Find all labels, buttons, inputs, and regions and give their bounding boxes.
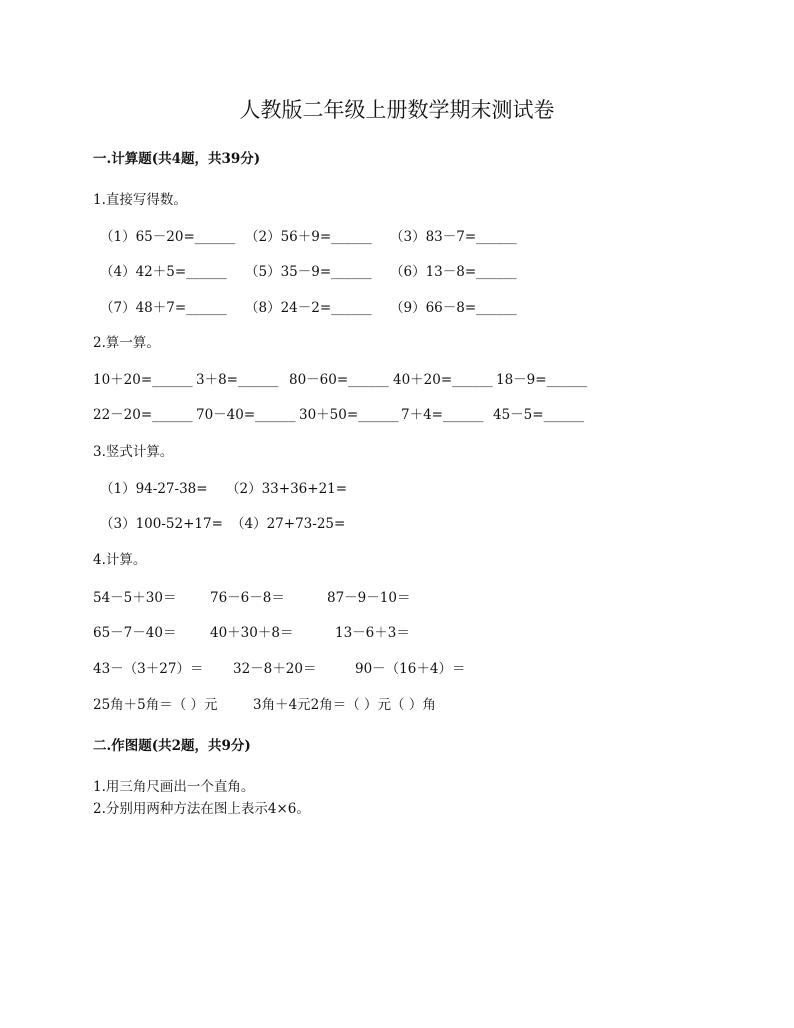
q1-item-6: （6）13－8=______ bbox=[390, 264, 517, 280]
q1-item-4: （4）42＋5=______ bbox=[100, 264, 227, 280]
q4-item-9: 90－（16＋4）＝ bbox=[355, 661, 466, 677]
q1-item-1: （1）65－20=______ bbox=[100, 229, 236, 245]
drawing-question-2: 2.分别用两种方法在图上表示4×6。 bbox=[93, 801, 310, 817]
q4-item-1: 54－5＋30＝ bbox=[93, 590, 177, 606]
q2-item-9: 7＋4=______ bbox=[401, 407, 484, 423]
q4-item-4: 65－7－40＝ bbox=[93, 625, 177, 641]
q4-item-11: 3角＋4元2角＝（ ）元（ ）角 bbox=[253, 697, 436, 713]
q3-item-2: （2）33+36+21= bbox=[226, 481, 348, 497]
q3-item-4: （4）27+73-25= bbox=[231, 516, 346, 532]
q1-item-7: （7）48＋7=______ bbox=[100, 300, 227, 316]
q2-item-3: 80－60=______ bbox=[289, 372, 389, 388]
q2-item-8: 30＋50=______ bbox=[299, 407, 399, 423]
q3-item-1: （1）94-27-38= bbox=[100, 481, 208, 497]
q2-item-4: 40＋20=______ bbox=[393, 372, 493, 388]
section-2-header: 二.作图题(共2题，共9分) bbox=[93, 738, 251, 754]
question-2-label: 2.算一算。 bbox=[93, 335, 160, 351]
q3-item-3: （3）100-52+17= bbox=[100, 516, 223, 532]
q4-item-7: 43－（3＋27）＝ bbox=[93, 661, 204, 677]
q2-item-10: 45－5=______ bbox=[493, 407, 585, 423]
question-3-label: 3.竖式计算。 bbox=[93, 444, 174, 460]
q4-item-10: 25角＋5角＝（ ）元 bbox=[93, 697, 218, 713]
q1-item-3: （3）83－7=______ bbox=[390, 229, 517, 245]
q2-item-6: 22－20=______ bbox=[93, 407, 193, 423]
q2-item-2: 3＋8=______ bbox=[196, 372, 279, 388]
q1-item-2: （2）56＋9=______ bbox=[245, 229, 372, 245]
q2-item-7: 70－40=______ bbox=[196, 407, 296, 423]
q4-item-6: 13－6＋3＝ bbox=[335, 625, 410, 641]
q2-item-1: 10＋20=______ bbox=[93, 372, 193, 388]
q4-item-2: 76－6－8＝ bbox=[210, 590, 285, 606]
q4-item-5: 40＋30＋8＝ bbox=[210, 625, 294, 641]
q2-item-5: 18－9=______ bbox=[496, 372, 588, 388]
q1-item-5: （5）35－9=______ bbox=[245, 264, 372, 280]
drawing-question-1: 1.用三角尺画出一个直角。 bbox=[93, 779, 255, 795]
page-title: 人教版二年级上册数学期末测试卷 bbox=[239, 98, 555, 122]
question-4-label: 4.计算。 bbox=[93, 552, 147, 568]
q4-item-8: 32－8＋20＝ bbox=[233, 661, 317, 677]
q1-item-8: （8）24－2=______ bbox=[245, 300, 372, 316]
q1-item-9: （9）66－8=______ bbox=[390, 300, 517, 316]
question-1-label: 1.直接写得数。 bbox=[93, 192, 187, 208]
q4-item-3: 87－9－10＝ bbox=[327, 590, 411, 606]
section-1-header: 一.计算题(共4题，共39分) bbox=[93, 151, 261, 167]
